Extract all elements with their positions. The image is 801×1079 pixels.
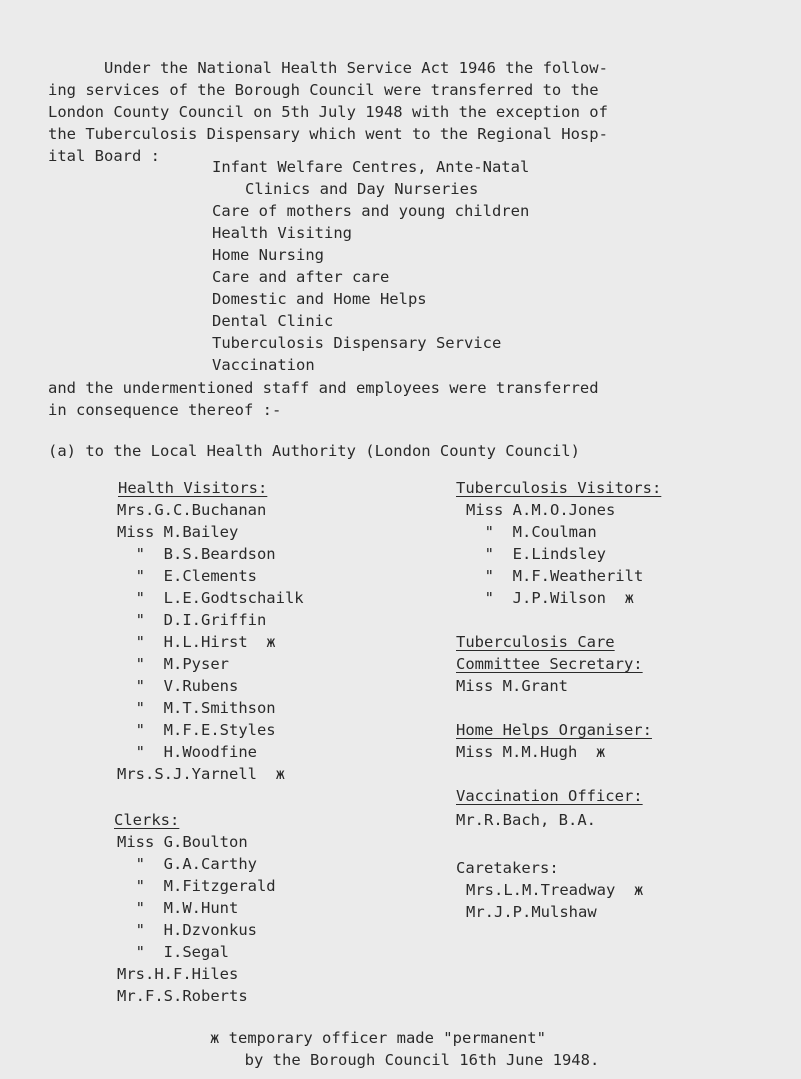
service-item: Clinics and Day Nurseries [245,180,479,198]
clerks-heading: Clerks: [114,811,180,829]
staff-name: " J.P.Wilson ж [466,589,634,607]
intro-line: the Tuberculosis Dispensary which went to the Regional Hosp- [48,125,608,143]
staff-name: " M.T.Smithson [117,699,276,717]
service-item: Care and after care [212,268,390,286]
staff-name: Mr.F.S.Roberts [117,987,248,1005]
staff-name: " H.L.Hirst ж [117,633,276,651]
staff-name: " M.Pyser [117,655,229,673]
service-item: Domestic and Home Helps [212,290,427,308]
home-helps-heading: Home Helps Organiser: [456,721,652,739]
service-item: Tuberculosis Dispensary Service [212,334,502,352]
staff-name: Mr.R.Bach, B.A. [456,811,596,829]
staff-name: " M.Fitzgerald [117,877,276,895]
staff-name: Miss M.Bailey [117,523,239,541]
service-item: Care of mothers and young children [212,202,530,220]
service-item: Vaccination [212,356,315,374]
staff-name: " I.Segal [117,943,229,961]
staff-name: Mrs.H.F.Hiles [117,965,239,983]
staff-name: " H.Woodfine [117,743,257,761]
footnote-line: by the Borough Council 16th June 1948. [226,1051,600,1069]
staff-name: " E.Lindsley [466,545,606,563]
staff-name: Mrs.S.J.Yarnell ж [117,765,285,783]
tb-care-heading: Committee Secretary: [456,655,643,673]
intro-line: London County Council on 5th July 1948 with the exception of [48,103,608,121]
footnote-line: ж temporary officer made "permanent" [210,1029,546,1047]
staff-name: " M.Coulman [466,523,597,541]
staff-name: Miss M.M.Hugh ж [456,743,606,761]
staff-intro-line: and the undermentioned staff and employees were transferred [48,379,599,397]
staff-name: " M.F.Weatherilt [466,567,644,585]
staff-name: " H.Dzvonkus [117,921,257,939]
staff-intro-line: in consequence thereof :- [48,401,282,419]
staff-name: Miss A.M.O.Jones [466,501,616,519]
staff-name: Mrs.G.C.Buchanan [117,501,267,519]
service-item: Dental Clinic [212,312,334,330]
staff-name: " D.I.Griffin [117,611,267,629]
service-item: Infant Welfare Centres, Ante-Natal [212,158,530,176]
staff-name: Miss G.Boulton [117,833,248,851]
staff-name: " M.F.E.Styles [117,721,276,739]
staff-name: " B.S.Beardson [117,545,276,563]
intro-line: ing services of the Borough Council were transferred to the [48,81,599,99]
intro-line: ital Board : [48,147,160,165]
service-item: Home Nursing [212,246,324,264]
tb-care-heading: Tuberculosis Care [456,633,615,651]
staff-name: " G.A.Carthy [117,855,257,873]
staff-name: " V.Rubens [117,677,239,695]
staff-name: Miss M.Grant [456,677,568,695]
staff-name: " L.E.Godtschailk [117,589,304,607]
staff-name: " M.W.Hunt [117,899,239,917]
intro-line: Under the National Health Service Act 1946 the follow- [104,59,608,77]
staff-name: Mrs.L.M.Treadway ж [466,881,644,899]
caretakers-heading: Caretakers: [456,859,559,877]
health-visitors-heading: Health Visitors: [118,479,268,497]
staff-name: Mr.J.P.Mulshaw [466,903,597,921]
section-a-heading: (a) to the Local Health Authority (London County Council) [48,442,580,460]
staff-name: " E.Clements [117,567,257,585]
tb-visitors-heading: Tuberculosis Visitors: [456,479,662,497]
service-item: Health Visiting [212,224,352,242]
vaccination-heading: Vaccination Officer: [456,787,643,805]
